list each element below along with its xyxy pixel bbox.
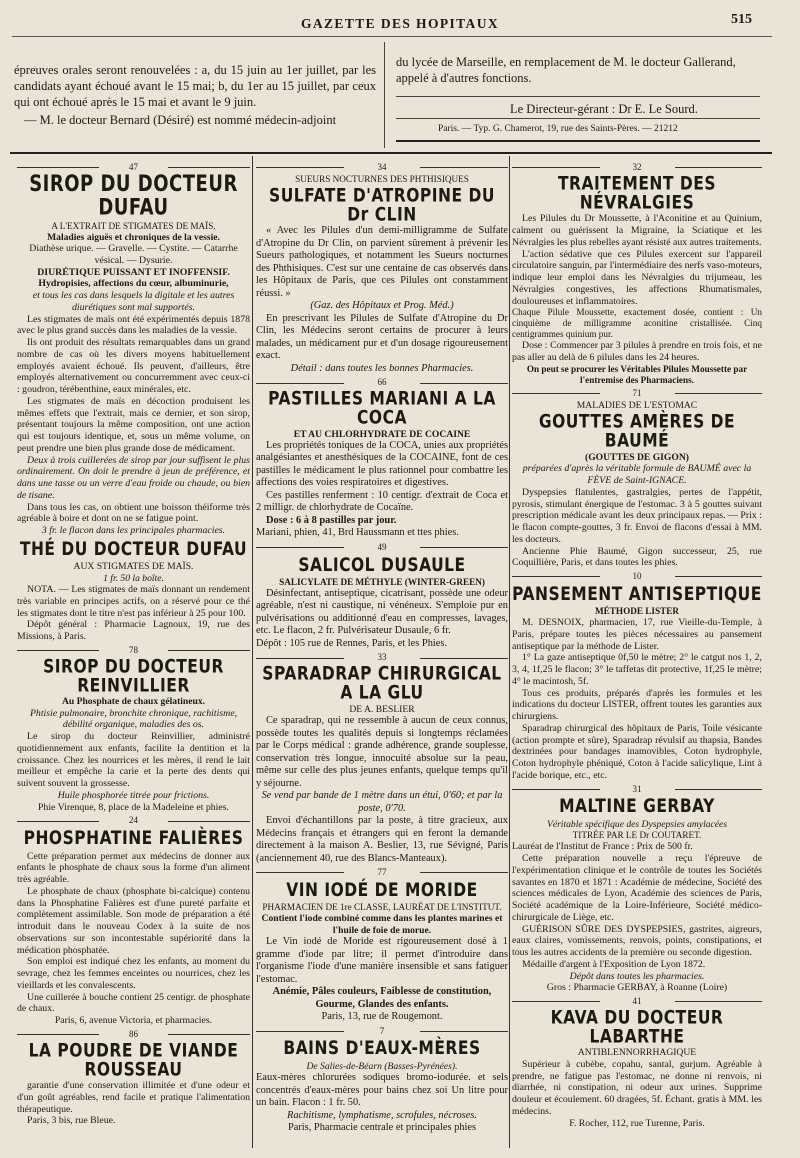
ad-text: Eaux-mères chlorurées sodiques bromo-iodurée. et sels concentrés d'eaux-mères pour bains chez soi Un litre pour un bain. Flacon : 1 fr. 50. [256, 1072, 508, 1109]
ad-title: PANSEMENT ANTISEPTIQUE [512, 583, 762, 605]
ad-text: 1° La gaze antiseptique 0f,50 le mètre; 2° le catgut nos 1, 2, 3, 4, 1f,25 le flacon; 3° le taffetas dit protective, 1f,25 le mètre; 4° le macintosh, 5f. [512, 652, 762, 687]
ad-text: Ils ont produit des résultats remarquables dans un grand nombre de cas où les divers moyens habituellement employés avaient échoué. Ils peuvent, d'ailleurs, être employés alternativement ou concurremment avec ceux-ci : goudron, térébenthine, eaux minérales, etc. [17, 337, 250, 396]
ad-title: SPARADRAP CHIRURGICAL A LA GLU [262, 662, 502, 704]
ad-subtitle: SUEURS NOCTURNES DES PHTHISIQUES [295, 173, 469, 184]
ad-text: Dose : Commencer par 3 pilules à prendre en trois fois, et ne pas aller au delà de 6 pilules dans les 24 heures. [512, 340, 762, 364]
divider [396, 140, 760, 142]
ad-subtitle: De Salies-de-Béarn (Basses-Pyrénées). [306, 1060, 458, 1072]
ad-title: KAVA DU DOCTEUR LABARTHE [550, 1006, 724, 1048]
ad-text: Une cuillerée à bouche contient 25 centigr. de phosphate de chaux. [17, 991, 250, 1015]
ad-text: Le phosphate de chaux (phosphate bi-calcique) contenu dans la Phosphatine Falières est d'une pureté parfaite et complètement assimilable. Son mode de préparation a été introduit dans le nouveau Codex à la suite de nos observations sur son incontestable supériorité dans la médication phosphatée. [17, 885, 250, 956]
ad-subtitle: 1 fr. 50 la boîte. [103, 572, 164, 584]
ad-text: Paris, 3 bis, rue Bleue. [27, 1115, 116, 1127]
ad-text: Dépôt : 105 rue de Rennes, Paris, et les Phies. [256, 637, 448, 649]
ad-number: 31 [512, 784, 762, 795]
ad-title: TRAITEMENT DES NÉVRALGIES [557, 172, 716, 214]
ad-number: 33 [256, 652, 508, 663]
ad-title: PASTILLES MARIANI A LA COCA [268, 387, 496, 429]
ad-number: 34 [256, 162, 508, 173]
ad-text: L'action sédative que ces Pilules exercent sur l'appareil circulatoire sanguin, par l'intermédiaire des nerfs vaso-moteurs, indique leur emploi dans les Névralgies du trijumeau, les Névralgies congestives, les affections Rhumatismales, douloureuses et inflammatoires. [512, 248, 762, 307]
ad-text: Rachitisme, lymphatisme, scrofules, nécroses. [287, 1109, 477, 1121]
ad-number: 77 [256, 867, 508, 878]
ad-line: DIURÉTIQUE PUISSANT ET INOFFENSIF. [37, 266, 230, 278]
ad-text: En prescrivant les Pilules de Sulfate d'Atropine du Dr Clin, les Médecins seront certains de procurer à leurs malades, un médicament pur et d'un dosage rigoureusement exact. [256, 312, 508, 362]
ad-text: Les propriétés toniques de la COCA, unies aux propriétés analgésiantes et anesthésiques de la COCAINE, font de ces pastilles le médicament le plus rationnel pour combattre les affections des voies respiratoires et digestives. [256, 440, 508, 489]
divider [396, 96, 760, 97]
ad-text: « Avec les Pilules d'un demi-milligramme de Sulfate d'Atropine du Dr Clin, on parvient sûrement à prévenir les Sueurs pathologiques, et notamment les Sueurs nocturnes des Phthisiques. C'est sur une centaine de cas observés dans les Hôpitaux de Paris, que ces Pilules ont constamment réussi. » [256, 225, 508, 299]
ad-line: préparées d'après la véritable formule de BAUMÉ avec la FÈVE de Saint-IGNACE. [522, 463, 752, 487]
ad-number: 7 [256, 1026, 508, 1037]
ad-number: 10 [512, 571, 762, 582]
ad-text: 3 fr. le flacon dans les principales pharmacies. [41, 525, 226, 537]
ad-text: Dépôt dans toutes les pharmacies. [569, 970, 705, 982]
ad-text: Paris, 6, avenue Victoria, et pharmacies. [54, 1015, 213, 1027]
ad-subtitle: ANTIBLENNORRHAGIQUE [577, 1047, 697, 1059]
ad-text: Le sirop du docteur Reinvillier, administré quotidiennement aux enfants, facilite la dentition et la croissance. Chez les nourrices et les mères, il rend le lait meilleur et empêche la carie et la perte des dents qui suivent souvent la grossesse. [17, 731, 250, 790]
ad-title: BAINS D'EAUX-MÈRES [283, 1037, 481, 1060]
ad-text: Tous ces produits, préparés d'après les formules et les indications du docteur LISTER, offrent toutes les garanties aux chirurgiens. [512, 687, 762, 723]
ad-text: Paris, Pharmacie centrale et principales phies [287, 1122, 477, 1134]
ad-text: Son emploi est indiqué chez les enfants, au moment du sevrage, chez les femmes enceintes ou nourrices, chez les vieillards et les convalescents. [17, 956, 250, 991]
ad-text: Mariani, phien, 41, Brd Haussmann et ttes phies. [256, 527, 459, 539]
ad-text: (Gaz. des Hôpitaux et Prog. Méd.) [310, 300, 454, 312]
ad-title: SALICOL DUSAULE [298, 553, 466, 576]
ad-number: 32 [512, 162, 762, 173]
ad-text: Gros : Pharmacie GERBAY, à Roanne (Loire) [546, 982, 728, 994]
ad-subtitle: MÉTHODE LISTER [595, 606, 679, 617]
ad-subtitle: SALICYLATE DE MÉTHYLE (WINTER-GREEN) [279, 576, 485, 587]
ad-text: Huile phosphorée titrée pour frictions. [57, 789, 210, 801]
ad-number: 41 [512, 996, 762, 1007]
ad-text: Les Pilules du Dr Moussette, à l'Aconitine et au Quinium, calment ou guérissent la Migraine, la Sciatique et les Névralgies les plus rebelles ayant résisté aux autres traitements. [512, 213, 762, 248]
ad-subtitle: TITRÉE PAR LE Dr COUTARET. [572, 830, 702, 841]
ad-text: garantie d'une conservation illimitée et d'une odeur et d'un goût agréables, rend facile et pratique l'alimentation thérapeutique. [17, 1080, 250, 1115]
ad-number: 78 [17, 645, 250, 656]
ad-text: Ces pastilles renferment : 10 centigr. d'extrait de Coca et 2 milligr. de chlorhydrate de Cocaïne. [256, 489, 508, 514]
page-number: 515 [731, 12, 752, 27]
column-divider [509, 156, 510, 1148]
ad-subtitle: (GOUTTES DE GIGON) [585, 451, 689, 463]
ad-text: Ce sparadrap, qui ne ressemble à aucun de ceux connus, possède toutes les qualités depuis si longtemps réclamées par le Corps médical : grande adhérence, grande souplesse, conservation très longue, innocuité absolue sur la peau, même sur celle des plus jeunes enfants, quelque temps qu'il y séjourne. [256, 715, 508, 789]
column-divider [384, 42, 385, 148]
ad-subtitle: Véritable spécifique des Dyspepsies amylacées [546, 818, 728, 830]
gerant-line: Le Directeur-gérant : Dr E. Le Sourd. [510, 102, 698, 116]
ad-line: Phtisie pulmonaire, bronchite chronique, rachitisme, débilité organique, maladies des os. [29, 707, 238, 731]
ad-text: Les stigmates de maïs ont été expérimentés depuis 1878 avec le plus grand succès dans les maladies de la vessie. [17, 313, 250, 337]
ad-line: Diathèse urique. — Gravelle. — Cystite. — Catarrhe vésical. — Dysurie. [29, 243, 238, 266]
paragraph: — M. le docteur Bernard (Désiré) est nommé médecin-adjoint [24, 113, 337, 127]
header-rule [12, 36, 772, 37]
ad-subtitle: ET AU CHLORHYDRATE DE COCAINE [293, 428, 471, 440]
ad-title: PHOSPHATINE FALIÈRES [23, 827, 244, 850]
ads-column-1 [17, 160, 250, 1127]
ad-text: Les stigmates de maïs en décoction produisent les mêmes effets que l'extrait, mais ce dernier, et son sirop, présentant toujours la même composition, ont une action qui est toujours identique, et, sous un même volume, on peut prendre une bien plus grande dose de médicament. [17, 395, 250, 454]
paragraph: épreuves orales seront renouvelées : a, du 15 juin au 1er juillet, par les candidats ayant échoué avant le 15 mai; b, du 1er au 15 juillet, par ceux qui ont échoué après le 15 mai et avant le 9 juin. [14, 63, 376, 109]
ad-number: 49 [256, 542, 508, 553]
ad-number: 86 [17, 1029, 250, 1040]
ad-subtitle: PHARMACIEN DE 1re CLASSE, LAURÉAT DE L'INSTITUT. [262, 902, 502, 913]
ad-text: Chaque Pilule Moussette, exactement dosée, contient : Un cinquième de milligramme aconitine cristallisée. Cinq centigrammes quinium pur. [512, 307, 762, 340]
ad-subtitle: A L'EXTRAIT DE STIGMATES DE MAÏS. [51, 220, 216, 231]
ad-subtitle: AUX STIGMATES DE MAÏS. [73, 561, 194, 573]
ad-text: Médaille d'argent à l'Exposition de Lyon 1872. [522, 958, 706, 970]
ad-text: Dose : 6 à 8 pastilles par jour. [266, 514, 397, 526]
ad-line: Hydropisies, affections du cœur, albuminurie, [38, 278, 229, 290]
ad-subtitle: MALADIES DE L'ESTOMAC [576, 399, 698, 411]
ad-subtitle: Contient l'iode combiné comme dans les plantes marines et l'huile de foie de morue. [261, 913, 503, 936]
ad-text: Supérieur à cubèbe, copahu, santal, gurjum. Agréable à prendre, ne fatigue pas l'estomac, ne donne ni renvois, ni diarrhée, ni constipation, ni odeur aux urines. Supprime douleur et écoulement. 60 dragées, 5f. Échant. gratis à MM. les médecins. [512, 1058, 762, 1117]
printer-line: Paris. — Typ. G. Chamerot, 19, rue des Saints-Pères. — 21212 [438, 124, 678, 134]
ad-text: NOTA. — Les stigmates de maïs donnant un rendement très variable en principes actifs, on a réservé pour ce thé les stigmates dont le titre n'est pas inférieur à 25 pour 100. [17, 584, 250, 619]
ad-text: Sparadrap chirurgical des hôpitaux de Paris, Toile vésicante (action prompte et sûre), Sparadrap révulsif au thapsia, Bandes dextrinées pour bandages inamovibles, Coton hydrophyle, Coton hydrophyle phéniqué, Coton à l'acide salicylique, Lint à l'acide borique, etc., etc. [512, 722, 762, 781]
ad-text: Deux à trois cuillerées de sirop par jour suffisent le plus ordinairement. On doit le prendre à jeun de préférence, et dans une tasse ou un verre d'eau froide ou chaude, ou bien de tisane. [17, 454, 250, 501]
ads-column-3 [512, 160, 762, 1129]
ad-text: M. DESNOIX, pharmacien, 17, rue Vieille-du-Temple, à Paris, prépare toutes les pièces nécessaires au pansement antiseptique par la méthode de Lister. [512, 617, 762, 652]
column-divider [252, 156, 253, 1148]
ad-title: SIROP DU DOCTEUR DUFAU [29, 170, 238, 221]
ad-text: F. Rocher, 112, rue Turenne, Paris. [569, 1117, 705, 1129]
ad-text: Dyspepsies flatulentes, gastralgies, pertes de l'appétit, pyrosis, stimulant énergique de l'estomac. 3 à 5 gouttes suivant prescription médicale avant les deux principaux repas. — Prix : le flacon compte-gouttes, 3 fr. Envoi de flacons d'essai à MM. les docteurs. [512, 486, 762, 545]
divider [396, 118, 760, 119]
ad-title: VIN IODÉ DE MORIDE [286, 879, 478, 901]
ad-text: Désinfectant, antiseptique, cicatrisant, possède une odeur agréable, n'est ni caustique, ni vénéneux. S'emploie pur en pulvérisations ou additionné d'eau en compresses, lavages, etc. Le flacon, 2 fr. Pulvérisateur Dusaule, 6 fr. [256, 587, 508, 637]
running-title: GAZETTE DES HOPITAUX [300, 16, 500, 31]
top-left-text [14, 62, 376, 130]
ad-title: THÉ DU DOCTEUR DUFAU [19, 538, 248, 560]
ad-title: SIROP DU DOCTEUR REINVILLIER [43, 655, 224, 697]
ad-subtitle: Au Phosphate de chaux gélatineux. [61, 696, 206, 708]
ad-number: 71 [512, 388, 762, 399]
top-right-text: du lycée de Marseille, en remplacement de M. le docteur Gallerand, appelé à d'autres fonctions. [396, 55, 736, 85]
ad-line: et tous les cas dans lesquels la digitale et les autres diurétiques sont mal supportés. [32, 290, 235, 313]
ad-number: 24 [17, 815, 250, 826]
ad-number: 66 [256, 377, 508, 388]
ad-text: Détail : dans toutes les bonnes Pharmacies. [290, 362, 474, 374]
ad-text: Paris, 13, rue de Rougemont. [321, 1011, 443, 1023]
ad-text: Se vend par bande de 1 mètre dans un étui, 0'60; et par la poste, 0'70. [261, 790, 503, 814]
ad-title: GOUTTES AMÈRES DE BAUMÉ [538, 410, 736, 452]
ad-text: Le Vin iodé de Moride est rigoureusement dosé à 1 gramme d'iode par litre; il permet d'introduire dans l'organisme l'iode d'une manière insensible et sans fatiguer l'estomac. [256, 936, 508, 985]
ad-text: Phie Virenque, 8, place de la Madeleine et phies. [37, 801, 230, 813]
ads-column-2 [256, 160, 508, 1135]
ad-text: GUÉRISON SÛRE DES DYSPEPSIES, gastrites, aigreurs, eaux claires, vomissements, renvois, points, constipations, et tous les autres accidents de la première ou seconde digestion. [512, 923, 762, 958]
ad-text: Cette préparation nouvelle a reçu l'épreuve de l'expérimentation clinique et le contrôle de toutes les Sociétés savantes en 1870 et 1871 : Académie de médecine, Société des sciences médicales de Lyon, Académie des sciences de Paris, Société académique de la Loire-Inférieure, Société médico-chirurgicale de Liège, etc. [512, 853, 762, 923]
ad-title: SULFATE D'ATROPINE DU Dr CLIN [269, 184, 495, 226]
ad-subtitle: DE A. BESLIER [349, 703, 415, 715]
ad-title: LA POUDRE DE VIANDE ROUSSEAU [28, 1039, 239, 1081]
ad-text: On peut se procurer les Véritables Pilules Moussette par l'entremise des Pharmaciens. [526, 363, 748, 385]
ad-text: Cette préparation permet aux médecins de donner aux enfants le phosphate de chaux sous la forme d'un aliment très agréable. [17, 850, 250, 886]
ad-text: Dans tous les cas, on obtient une boisson théiforme très agréable à boire et dont on ne se fatigue point. [17, 501, 250, 525]
ad-text: Lauréat de l'Institut de France : Prix de 500 fr. [512, 841, 693, 853]
ad-text: Envoi d'échantillons par la poste, à titre gracieux, aux Médecins français et étrangers qui en feront la demande directement à la maison A. Beslier, 13, rue Sévigné, Paris (anciennement 40, rue des Blancs-Manteaux). [256, 815, 508, 864]
ad-number: 47 [17, 162, 250, 173]
ad-text: Ancienne Phie Baumé, Gigon successeur, 25, rue Coquillière, Paris, et dans toutes les phies. [512, 545, 762, 569]
ad-subtitle: Maladies aiguës et chroniques de la vessie. [47, 231, 220, 243]
ad-text: Anémie, Pâles couleurs, Faiblesse de constitution, Gourme, Glandes des enfants. [272, 986, 492, 1010]
ad-text: Dépôt général : Pharmacie Lagnoux, 19, rue des Missions, à Paris. [17, 619, 250, 643]
ads-top-rule [10, 152, 772, 154]
ad-title: MALTINE GERBAY [559, 795, 715, 818]
